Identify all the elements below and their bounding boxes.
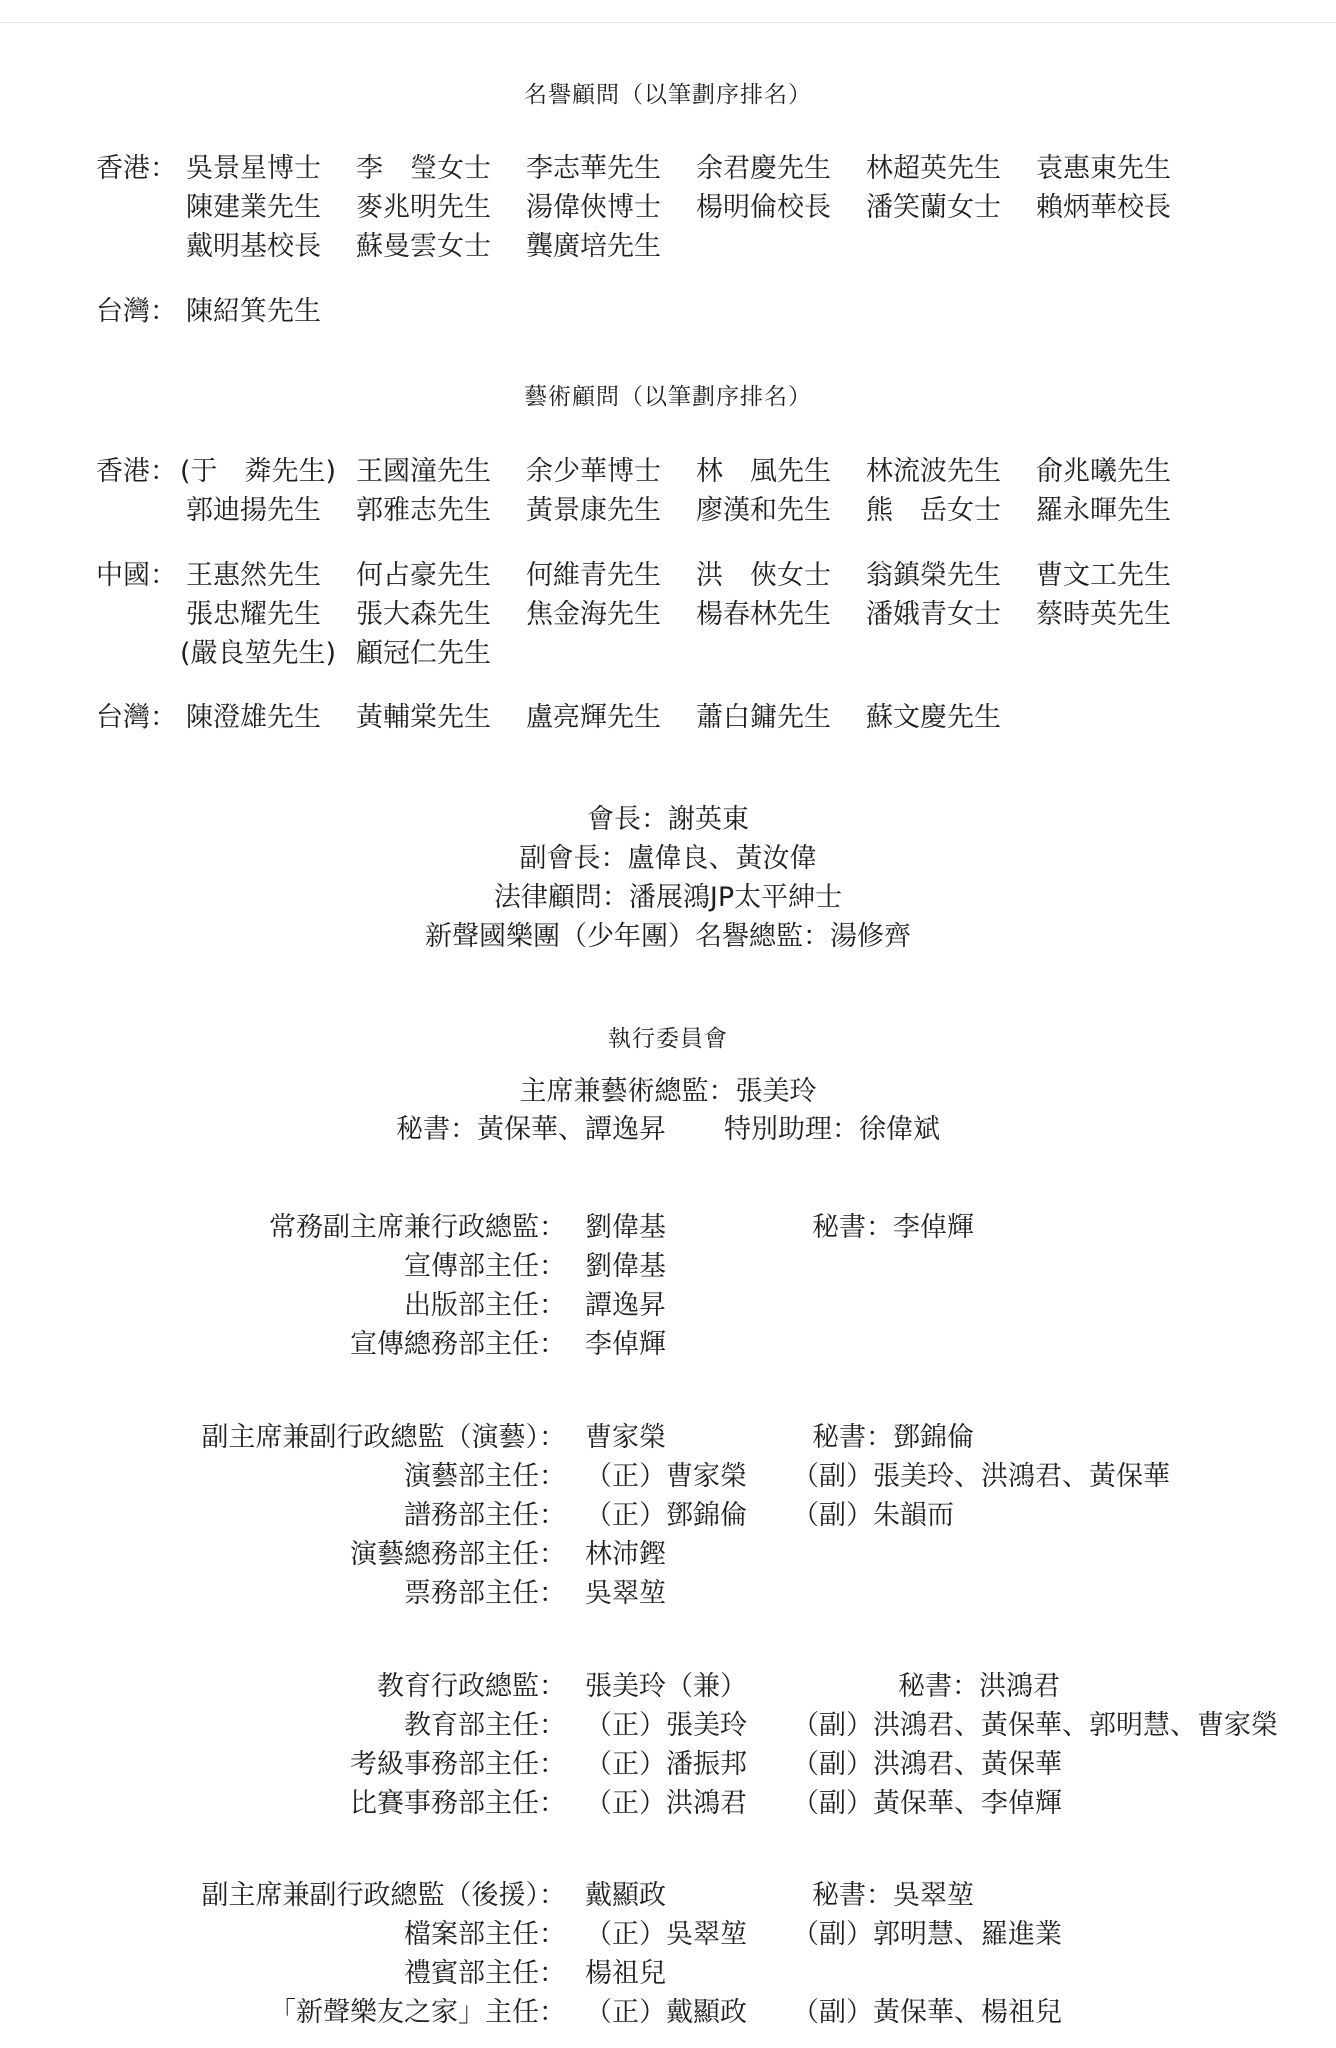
advisor-name: 陳澄雄先生 [186, 702, 321, 733]
committee-secretary: 秘書：黃保華、譚逸昇 [396, 1114, 666, 1145]
advisor-name: 郭雅志先生 [356, 495, 491, 526]
block-secretary: 秘書：洪鴻君 [898, 1671, 1060, 1702]
advisor-name: 王國潼先生 [356, 456, 491, 487]
advisor-name: 余少華博士 [526, 456, 661, 487]
vice-president-line: 副會長：盧偉良、黃汝偉 [519, 843, 817, 874]
advisor-name: 何維青先生 [526, 560, 661, 591]
advisor-name: 李 瑩女士 [356, 153, 491, 184]
advisor-name: 林流波先生 [866, 456, 1001, 487]
advisor-name: 郭迪揚先生 [186, 495, 321, 526]
advisor-name: 黃輔棠先生 [356, 702, 491, 733]
advisor-name: 余君慶先生 [696, 153, 831, 184]
secretary-assistant-line [0, 1107, 1336, 1146]
advisor-name: 張忠耀先生 [186, 599, 321, 630]
region-label: 台灣： [96, 702, 177, 733]
chair-line: 主席兼藝術總監：張美玲 [519, 1076, 817, 1107]
role-label: 宣傳總務部主任： [350, 1329, 566, 1360]
role-label: 教育部主任： [404, 1710, 566, 1741]
role-holder: 林沛鏗 [585, 1539, 666, 1570]
role-holder: 李倬輝 [585, 1329, 666, 1360]
role-holder: （正）洪鴻君 [585, 1788, 747, 1819]
advisor-name: 李志華先生 [526, 153, 661, 184]
advisor-name: 熊 岳女士 [866, 495, 1001, 526]
advisor-name: 潘笑蘭女士 [866, 192, 1001, 223]
advisor-name: 賴炳華校長 [1036, 192, 1171, 223]
role-holder: （正）曹家榮 [585, 1461, 747, 1492]
advisor-name: 蘇曼雲女士 [356, 231, 491, 262]
role-label: 副主席兼副行政總監（後援）： [201, 1880, 566, 1911]
advisor-name: 洪 俠女士 [696, 560, 831, 591]
advisor-name: 曹文工先生 [1036, 560, 1171, 591]
advisor-name: 蕭白鏞先生 [696, 702, 831, 733]
role-label: 出版部主任： [404, 1290, 566, 1321]
region-label: 中國： [96, 560, 177, 591]
role-label: 譜務部主任： [404, 1500, 566, 1531]
role-holder: 劉偉基 [585, 1212, 666, 1243]
role-label: 「新聲樂友之家」主任： [269, 1997, 566, 2028]
role-label: 演藝部主任： [404, 1461, 566, 1492]
role-holder: 曹家榮 [585, 1422, 666, 1453]
advisor-name: (嚴良堃先生) [180, 638, 337, 669]
role-holder: （正）吳翠堃 [585, 1919, 747, 1950]
advisor-name: 盧亮輝先生 [526, 702, 661, 733]
role-label: 宣傳部主任： [404, 1251, 566, 1282]
advisor-name: 黃景康先生 [526, 495, 661, 526]
advisor-name: 陳紹箕先生 [186, 296, 321, 327]
role-holder: 戴顯政 [585, 1880, 666, 1911]
advisor-name: 羅永暉先生 [1036, 495, 1171, 526]
region-label: 香港： [96, 456, 177, 487]
deputy-holders: （副）黃保華、李倬輝 [792, 1788, 1062, 1819]
block-secretary: 秘書：李倬輝 [812, 1212, 974, 1243]
advisor-name: 何占豪先生 [356, 560, 491, 591]
role-holder: 張美玲（兼） [585, 1671, 747, 1702]
advisor-name: 潘娥青女士 [866, 599, 1001, 630]
role-label: 副主席兼副行政總監（演藝）： [201, 1422, 566, 1453]
block-secretary: 秘書：吳翠堃 [812, 1880, 974, 1911]
committee-title: 執行委員會 [608, 1026, 728, 1052]
role-holder: 譚逸昇 [585, 1290, 666, 1321]
advisor-name: 林超英先生 [866, 153, 1001, 184]
role-label: 比賽事務部主任： [350, 1788, 566, 1819]
advisor-name: 林 風先生 [696, 456, 831, 487]
role-label: 檔案部主任： [404, 1919, 566, 1950]
advisor-name: 俞兆曦先生 [1036, 456, 1171, 487]
role-holder: 吳翠堃 [585, 1578, 666, 1609]
role-holder: （正）張美玲 [585, 1710, 747, 1741]
role-holder: （正）鄧錦倫 [585, 1500, 747, 1531]
role-label: 票務部主任： [404, 1578, 566, 1609]
region-label: 香港： [96, 153, 177, 184]
block-secretary: 秘書：鄧錦倫 [812, 1422, 974, 1453]
deputy-holders: （副）洪鴻君、黃保華、郭明慧、曹家榮 [792, 1710, 1278, 1741]
role-holder: 楊祖兒 [585, 1958, 666, 1989]
advisor-name: 蘇文慶先生 [866, 702, 1001, 733]
advisor-name: 吳景星博士 [186, 153, 321, 184]
deputy-holders: （副）洪鴻君、黃保華 [792, 1749, 1062, 1780]
advisor-name: 廖漢和先生 [696, 495, 831, 526]
advisor-name: 翁鎮榮先生 [866, 560, 1001, 591]
advisor-name: 戴明基校長 [186, 231, 321, 262]
advisor-name: 陳建業先生 [186, 192, 321, 223]
advisor-name: 龔廣培先生 [526, 231, 661, 262]
art-advisors-title: 藝術顧問（以筆劃序排名） [524, 384, 812, 410]
role-label: 演藝總務部主任： [350, 1539, 566, 1570]
advisor-name: 楊春林先生 [696, 599, 831, 630]
advisor-name: 焦金海先生 [526, 599, 661, 630]
advisor-name: 蔡時英先生 [1036, 599, 1171, 630]
deputy-holders: （副）朱韻而 [792, 1500, 954, 1531]
deputy-holders: （副）郭明慧、羅進業 [792, 1919, 1062, 1950]
legal-advisor-line: 法律顧問：潘展鴻JP太平紳士 [493, 882, 843, 913]
advisor-name: 顧冠仁先生 [356, 638, 491, 669]
role-holder: （正）潘振邦 [585, 1749, 747, 1780]
advisor-name: 麥兆明先生 [356, 192, 491, 223]
advisor-name: 湯偉俠博士 [526, 192, 661, 223]
advisor-name: 楊明倫校長 [696, 192, 831, 223]
region-label: 台灣： [96, 296, 177, 327]
role-label: 常務副主席兼行政總監： [269, 1212, 566, 1243]
honorary-advisors-title: 名譽顧問（以筆劃序排名） [524, 82, 812, 108]
deputy-holders: （副）張美玲、洪鴻君、黃保華 [792, 1461, 1170, 1492]
committee-assistant: 特別助理：徐偉斌 [724, 1114, 940, 1145]
president-line: 會長：謝英東 [587, 804, 749, 835]
deputy-holders: （副）黃保華、楊祖兒 [792, 1997, 1062, 2028]
advisor-name: 張大森先生 [356, 599, 491, 630]
advisor-name: (于 粦先生) [180, 456, 337, 487]
advisor-name: 袁惠東先生 [1036, 153, 1171, 184]
honorary-director-line: 新聲國樂團（少年團）名譽總監：湯修齊 [425, 921, 911, 952]
role-holder: 劉偉基 [585, 1251, 666, 1282]
role-holder: （正）戴顯政 [585, 1997, 747, 2028]
role-label: 考級事務部主任： [350, 1749, 566, 1780]
role-label: 教育行政總監： [377, 1671, 566, 1702]
role-label: 禮賓部主任： [404, 1958, 566, 1989]
advisor-name: 王惠然先生 [186, 560, 321, 591]
